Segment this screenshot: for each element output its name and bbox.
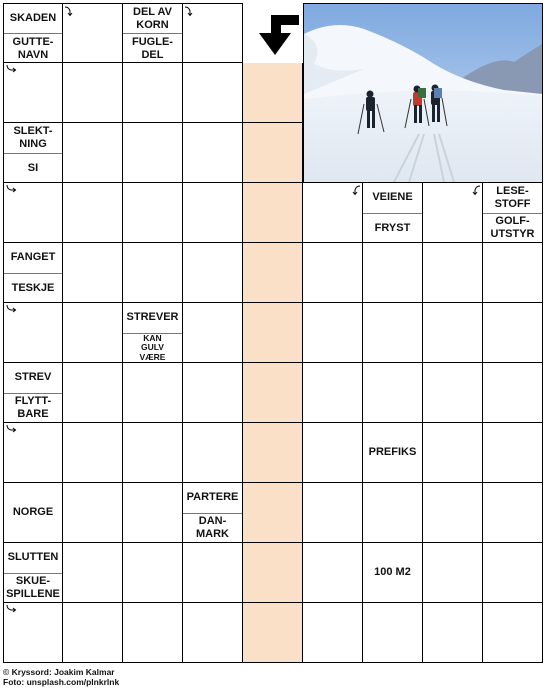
answer-cell[interactable] [423,303,483,363]
answer-cell[interactable] [183,543,243,603]
answer-cell[interactable] [363,303,423,363]
answer-cell[interactable] [423,603,483,663]
answer-cell[interactable] [363,483,423,543]
right-arrow-icon [5,424,17,436]
clue-fanget: FANGET [10,251,56,264]
clue-cell-prefiks [363,423,423,483]
clue-del-av-korn: DEL AV KORN [133,5,172,31]
clue-strev: STREV [14,371,52,384]
answer-cell[interactable] [303,363,363,423]
right-arrow-icon [5,64,17,76]
solution-cell[interactable] [243,483,303,543]
clue-golfutstyr: GOLF- UTSTYR [490,215,535,240]
answer-cell[interactable] [183,3,243,63]
answer-cell[interactable] [183,303,243,363]
answer-cell[interactable] [303,483,363,543]
clue-cell-norge [3,483,63,543]
clue-lesestoff: LESE- STOFF [494,184,531,210]
answer-cell[interactable] [63,543,123,603]
solution-cell[interactable] [243,243,303,303]
answer-cell[interactable] [123,363,183,423]
answer-cell[interactable] [363,243,423,303]
answer-cell[interactable] [423,183,483,243]
clue-cell-veiene-fryst [363,183,423,243]
credit-photo: Foto: unsplash.com/plnkrlnk [3,677,120,687]
clue-danmark: DAN- MARK [196,515,229,540]
clue-skaden: SKADEN [9,11,57,24]
clue-fugledel: FUGLE- DEL [132,35,173,61]
answer-cell[interactable] [123,183,183,243]
answer-cell[interactable] [63,363,123,423]
solution-cell[interactable] [243,603,303,663]
answer-cell[interactable] [303,423,363,483]
answer-cell[interactable] [3,423,63,483]
answer-cell[interactable] [123,483,183,543]
answer-cell[interactable] [183,183,243,243]
clue-flyttbare: FLYTT- BARE [14,395,52,420]
answer-cell[interactable] [303,543,363,603]
answer-cell[interactable] [123,423,183,483]
down-left-arrow-icon [469,184,481,196]
answer-cell[interactable] [483,483,543,543]
answer-cell[interactable] [63,603,123,663]
answer-cell[interactable] [63,423,123,483]
clue-slektning: SLEKT- NING [13,124,53,150]
clue-slutten: SLUTTEN [7,551,59,564]
crossword-grid [3,3,543,663]
right-arrow-icon [5,604,17,616]
clue-cell-skaden-guttenavn [3,3,63,63]
answer-cell[interactable] [303,303,363,363]
answer-cell[interactable] [123,63,183,123]
answer-cell[interactable] [423,543,483,603]
clue-cell-del-av-korn-fugledel [123,3,183,63]
answer-cell[interactable] [483,543,543,603]
credit-crossword: © Kryssord: Joakim Kalmar [3,667,115,677]
solution-cell[interactable] [243,63,303,123]
answer-cell[interactable] [483,243,543,303]
answer-cell[interactable] [423,363,483,423]
answer-cell[interactable] [3,603,63,663]
clue-cell-100-m2 [363,543,423,603]
answer-cell[interactable] [3,183,63,243]
answer-cell[interactable] [423,423,483,483]
clue-kan-gulv-vaere: KAN GULV VÆRE [139,332,166,362]
answer-cell[interactable] [183,603,243,663]
answer-cell[interactable] [63,303,123,363]
answer-cell[interactable] [483,303,543,363]
clue-cell-fanget-teskje [3,243,63,303]
solution-cell[interactable] [243,303,303,363]
answer-cell[interactable] [123,543,183,603]
answer-cell[interactable] [483,363,543,423]
answer-cell[interactable] [363,603,423,663]
clue-partere: PARTERE [186,491,239,504]
down-arrow-icon [184,5,196,17]
credits [3,667,119,687]
answer-cell[interactable] [183,123,243,183]
answer-cell[interactable] [423,243,483,303]
answer-cell[interactable] [63,243,123,303]
clue-cell-strev-flyttbare [3,363,63,423]
skiers-photo [303,3,543,183]
answer-cell[interactable] [63,483,123,543]
clue-prefiks: PREFIKS [368,446,417,459]
right-arrow-icon [5,184,17,196]
solution-cell[interactable] [243,183,303,243]
answer-cell[interactable] [63,63,123,123]
clue-guttenavn: GUTTE- NAVN [12,35,54,61]
clue-si: SI [27,161,39,174]
answer-cell[interactable] [63,183,123,243]
answer-cell[interactable] [303,183,363,243]
clue-cell-strever-kan-gulv-vaere [123,303,183,363]
clue-strever: STREVER [126,311,179,324]
down-arrow-icon [64,5,76,17]
solution-cell[interactable] [243,363,303,423]
entry-arrow-icon [249,11,301,59]
answer-cell[interactable] [63,123,123,183]
clue-skuespillene: SKUE- SPILLENE [6,575,60,600]
solution-cell[interactable] [243,123,303,183]
answer-cell[interactable] [63,3,123,63]
answer-cell[interactable] [183,363,243,423]
clue-cell-lesestoff-golfutstyr [483,183,543,243]
answer-cell[interactable] [123,603,183,663]
answer-cell[interactable] [183,423,243,483]
answer-cell[interactable] [483,603,543,663]
solution-cell[interactable] [243,423,303,483]
clue-veiene: VEIENE [372,191,413,204]
clue-cell-slektning-si [3,123,63,183]
clue-cell-slutten-skuespillene [3,543,63,603]
answer-cell[interactable] [303,603,363,663]
clue-cell-partere-danmark [183,483,243,543]
answer-cell[interactable] [3,303,63,363]
right-arrow-icon [5,304,17,316]
answer-cell[interactable] [123,123,183,183]
answer-cell[interactable] [183,243,243,303]
answer-cell[interactable] [423,483,483,543]
answer-cell[interactable] [483,423,543,483]
clue-100-m2: 100 M2 [374,566,411,579]
answer-cell[interactable] [3,63,63,123]
answer-cell[interactable] [303,243,363,303]
clue-norge: NORGE [12,506,54,519]
clue-teskje: TESKJE [11,281,55,294]
answer-cell[interactable] [123,243,183,303]
clue-fryst: FRYST [374,221,411,234]
answer-cell[interactable] [183,63,243,123]
down-left-arrow-icon [349,184,361,196]
solution-cell[interactable] [243,543,303,603]
answer-cell[interactable] [363,363,423,423]
